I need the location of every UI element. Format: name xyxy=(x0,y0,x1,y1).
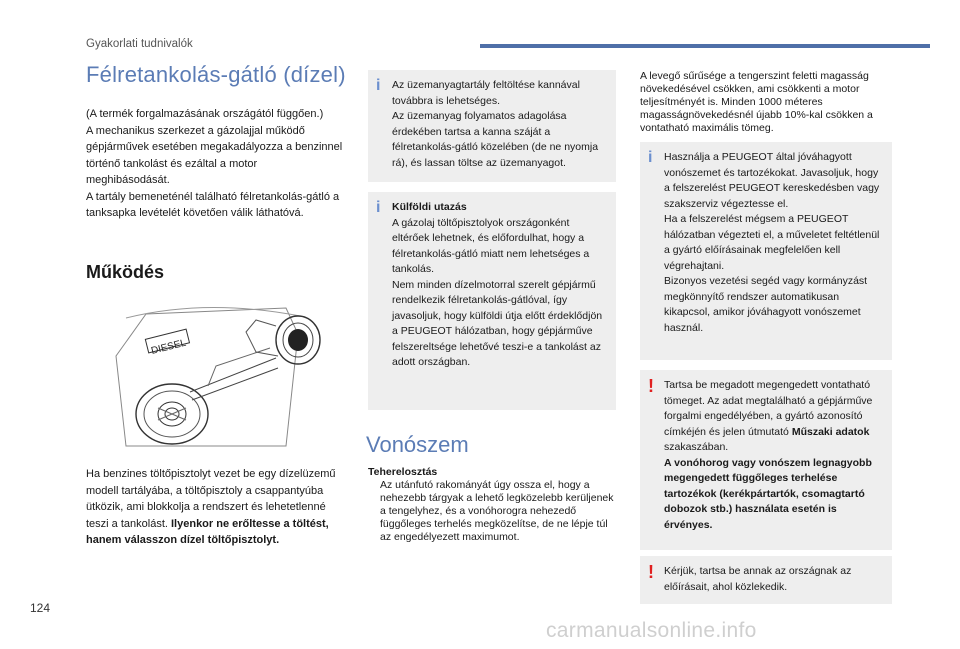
intro-text xyxy=(86,106,344,222)
info-line: Az üzemanyag folyamatos adagolása érdekében tartsa a kanna száját a félretankolás-gátló közelében (de ne nyomja rá), és lassan töltse az üzemanyagot. xyxy=(392,110,599,169)
info-line: Az üzemanyagtartály feltöltése kannával továbbra is lehetséges. xyxy=(392,79,580,107)
towing-section xyxy=(368,466,618,544)
bullet-icon xyxy=(368,479,380,544)
warning-box-local-rules xyxy=(640,556,892,604)
operation-body: Ha benzines töltőpisztolyt vezet be egy dízelüzemű modell tartályába, a töltőpisztoly a csappantyúba ütközik, ami blokkolja a rendszert és lehetetlenné teszi a tankolást. xyxy=(86,468,336,530)
towing-label: Teherelosztás xyxy=(368,466,438,478)
fuel-filler-drawing xyxy=(86,296,344,448)
intro-line: A tartály bemeneténél található félretankolás-gátló a tanksapka levételét követően válik láthatóvá. xyxy=(86,190,340,219)
page-number: 124 xyxy=(30,601,51,615)
altitude-text: A levegő sűrűsége a tengerszint feletti magasság növekedésével csökken, ami csökkenti a motor teljesítményét is. Minden 1000 méteres magasságnövekedésnél újabb 10%-kal csökken a vontatható maximális tömeg. xyxy=(640,70,873,134)
intro-line: A mechanikus szerkezet a gázolajjal működő gépjárművek esetében megakadályozza a benzinnel történő tankolást és ezáltal a motor meghibásodását. xyxy=(86,124,343,186)
warning-text: Kérjük, tartsa be annak az országnak az előírásait, ahol közlekedik. xyxy=(664,565,852,593)
info-line: Bizonyos vezetési segéd vagy kormányzást megkönnyítő rendszer automatikusan kikapcsol, amikor jóváhagyott vonószemet használ. xyxy=(664,275,868,334)
info-marker-icon: i xyxy=(376,199,381,216)
section-header: Gyakorlati tudnivalók xyxy=(86,38,193,50)
watermark: carmanualsonline.info xyxy=(546,619,757,642)
warning-inline-bold: Műszaki adatok xyxy=(791,425,870,438)
towing-item-text: Az utánfutó rakományát úgy ossza el, hogy a nehezebb tárgyak a lehető legközelebb kerüljenek a tengelyhez, és a vonóhorogra nehezedő függőleges terhelés megközelítse, de ne lépje túl az engedélyezett maximumot. xyxy=(380,479,614,543)
operation-heading: Működés xyxy=(86,262,165,282)
warning-marker-icon: ! xyxy=(648,562,654,582)
info-box-travel-abroad xyxy=(368,192,616,410)
operation-warning-bold: Ilyenkor ne erőltesse a töltést, hanem válasszon dízel töltőpisztolyt. xyxy=(86,517,329,546)
warning-marker-icon: ! xyxy=(648,376,654,396)
info-box-tow-equipment xyxy=(640,142,892,360)
operation-text xyxy=(86,466,344,549)
info-line: Ha a felszerelést mégsem a PEUGEOT hálózatban végezteti el, a műveletet feltétlenül a gyártó előírásainak megfelelően kell végrehajtani. xyxy=(664,213,880,272)
info-marker-icon: i xyxy=(648,149,653,166)
info-line: Használja a PEUGEOT által jóváhagyott vonószemet és tartozékokat. Javasoljuk, hogy a felszerelést PEUGEOT kereskedésben vagy szakszerviz végeztesse el. xyxy=(664,151,880,210)
intro-line: (A termék forgalmazásának országától függően.) xyxy=(86,108,324,120)
info-marker-icon: i xyxy=(376,77,381,94)
warning-bold-text: A vonóhorog vagy vonószem legnagyobb megengedett függőleges terhelése tartozékok (kerékpártartók, csomagtartó dobozok stb.) használata esetén is érvényes. xyxy=(664,456,872,531)
info-box-title: Külföldi utazás xyxy=(392,201,467,213)
warning-text: Tartsa be megadott megengedett vontatható tömeget. Az adat megtalálható a gépjárműve forgalmi engedélyében, a gyártó azonosító címkéjén és jelen útmutató xyxy=(664,379,873,438)
diesel-label: DIESEL xyxy=(150,337,188,357)
page-title: Félretankolás-gátló (dízel) xyxy=(86,62,346,87)
info-line: A gázolaj töltőpisztolyok országonként eltérőek lehetnek, és előfordulhat, hogy a félretankolás-gátló miatt nem lehetséges a tankolás. xyxy=(392,216,590,275)
header-rule xyxy=(480,44,930,48)
list-item xyxy=(368,479,618,544)
warning-text-end: szakaszában. xyxy=(664,441,729,453)
info-box-canister xyxy=(368,70,616,182)
warning-box-tow-weight xyxy=(640,370,892,550)
towing-title: Vonószem xyxy=(366,432,469,457)
fuel-filler-illustration xyxy=(86,296,344,448)
info-line: Nem minden dízelmotorral szerelt gépjármű rendelkezik félretankolás-gátlóval, így javasoljuk, hogy külföldi útja előtt érdeklődjön a PEUGEOT hálózatban, hogy gépjárműve felszereltsége lehetővé teszi-e a tankolást az adott országban. xyxy=(392,278,603,368)
